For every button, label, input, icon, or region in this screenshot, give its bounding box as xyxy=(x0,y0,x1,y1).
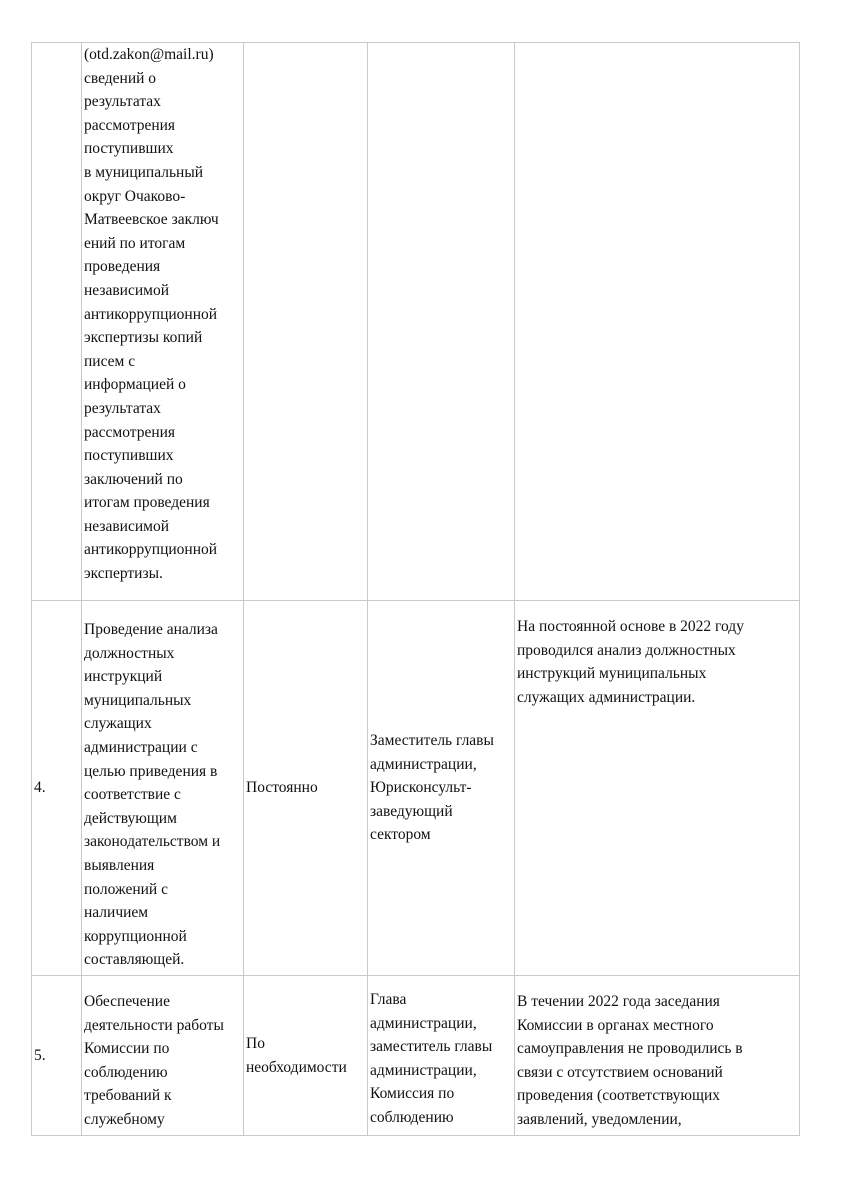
measures-table xyxy=(31,42,800,1136)
table-row xyxy=(32,976,800,1136)
table-row xyxy=(32,601,800,976)
row-number-cell xyxy=(32,43,82,601)
measure-cell: Проведение анализа должностных инструкций муниципальных служащих администрации с целью приведения в соответствие с действующим законодательством и выявления положений с наличием коррупционной составляющей. xyxy=(82,601,244,976)
responsible-cell: Глава администрации, заместитель главы администрации, Комиссия по соблюдению xyxy=(368,976,515,1136)
responsible-cell: Заместитель главы администрации, Юрисконсульт- заведующий сектором xyxy=(368,601,515,976)
measure-cell: Обеспечение деятельности работы Комиссии по соблюдению требований к служебному xyxy=(82,976,244,1136)
result-cell xyxy=(515,43,800,601)
measure-cell: (otd.zakon@mail.ru) сведений о результатах рассмотрения поступивших в муниципальный округ Очаково- Матвеевское заключ ений по итогам проведения независимой антикоррупционной экспертизы копий писем с информацией о результатах рассмотрения поступивших заключений по итогам проведения независимой антикоррупционной экспертизы. xyxy=(82,43,244,601)
term-cell: Постоянно xyxy=(244,601,368,976)
table-row xyxy=(32,43,800,601)
result-cell: На постоянной основе в 2022 году проводился анализ должностных инструкций муниципальных служащих администрации. xyxy=(515,601,800,976)
responsible-cell xyxy=(368,43,515,601)
result-cell: В течении 2022 года заседания Комиссии в органах местного самоуправления не проводились в связи с отсутствием оснований проведения (соответствующих заявлений, уведомлении, xyxy=(515,976,800,1136)
row-number-cell: 4. xyxy=(32,601,82,976)
term-cell: По необходимости xyxy=(244,976,368,1136)
term-cell xyxy=(244,43,368,601)
row-number-cell: 5. xyxy=(32,976,82,1136)
